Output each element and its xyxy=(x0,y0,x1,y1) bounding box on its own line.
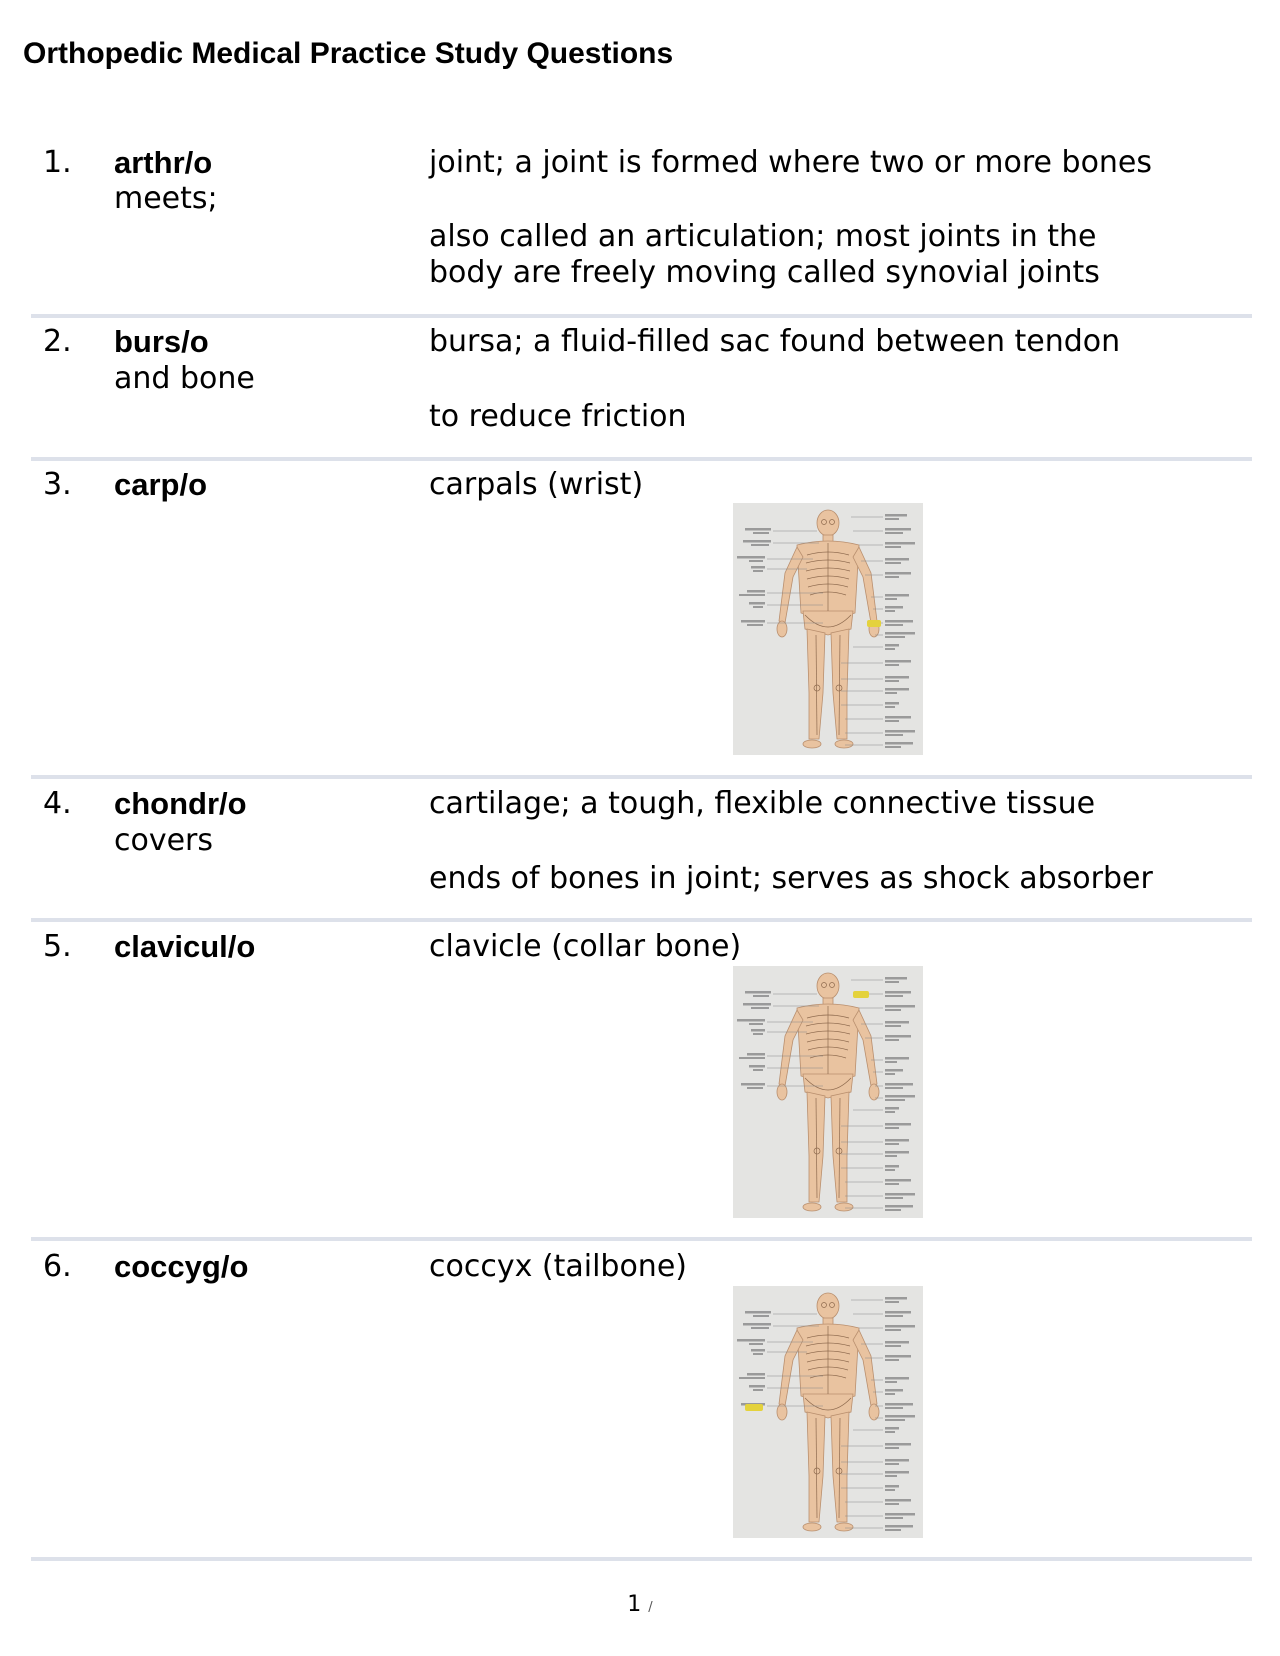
entry-term-continuation: and bone xyxy=(114,361,255,396)
skeleton-diagram-image xyxy=(733,966,923,1218)
entry-term: chondr/o xyxy=(114,786,247,821)
row-divider xyxy=(31,1237,1252,1241)
entry-number: 5. xyxy=(43,929,72,964)
entry-term: burs/o xyxy=(114,324,209,359)
definition-line: coccyx (tailbone) xyxy=(429,1249,687,1284)
entry-term-continuation: covers xyxy=(114,823,214,858)
page-separator: / xyxy=(648,1600,653,1615)
entry-term: carp/o xyxy=(114,467,208,502)
page-footer xyxy=(0,1592,1280,1617)
definition-line: carpals (wrist) xyxy=(429,467,644,502)
definition-line: to reduce friction xyxy=(429,399,687,434)
document-title: Orthopedic Medical Practice Study Questions xyxy=(23,37,674,70)
coccyx-highlight xyxy=(745,1404,763,1411)
definition-line: cartilage; a tough, flexible connective tissue xyxy=(429,786,1096,821)
entry-number: 1. xyxy=(43,145,72,180)
entry-term: coccyg/o xyxy=(114,1249,249,1284)
page-number: 1 xyxy=(627,1592,642,1617)
definition-line: ends of bones in joint; serves as shock absorber xyxy=(429,861,1153,896)
row-divider xyxy=(31,775,1252,779)
skeleton-diagram-image xyxy=(733,1286,923,1538)
row-divider xyxy=(31,457,1252,461)
entry-term-continuation: meets; xyxy=(114,181,218,216)
definition-line: clavicle (collar bone) xyxy=(429,929,742,964)
entry-number: 4. xyxy=(43,786,72,821)
clavicle-highlight xyxy=(853,991,869,998)
entry-term: arthr/o xyxy=(114,145,213,180)
carpals-highlight xyxy=(867,620,881,627)
entry-number: 3. xyxy=(43,467,72,502)
entry-number: 6. xyxy=(43,1249,72,1284)
definition-line: also called an articulation; most joints in the xyxy=(429,219,1097,254)
entry-term: clavicul/o xyxy=(114,929,256,964)
entry-number: 2. xyxy=(43,324,72,359)
definition-line: joint; a joint is formed where two or more bones xyxy=(429,145,1153,180)
row-divider xyxy=(31,314,1252,318)
skeleton-diagram-image xyxy=(733,503,923,755)
definition-line: body are freely moving called synovial joints xyxy=(429,255,1100,290)
definition-line: bursa; a fluid-filled sac found between tendon xyxy=(429,324,1121,359)
row-divider xyxy=(31,1557,1252,1561)
row-divider xyxy=(31,918,1252,922)
